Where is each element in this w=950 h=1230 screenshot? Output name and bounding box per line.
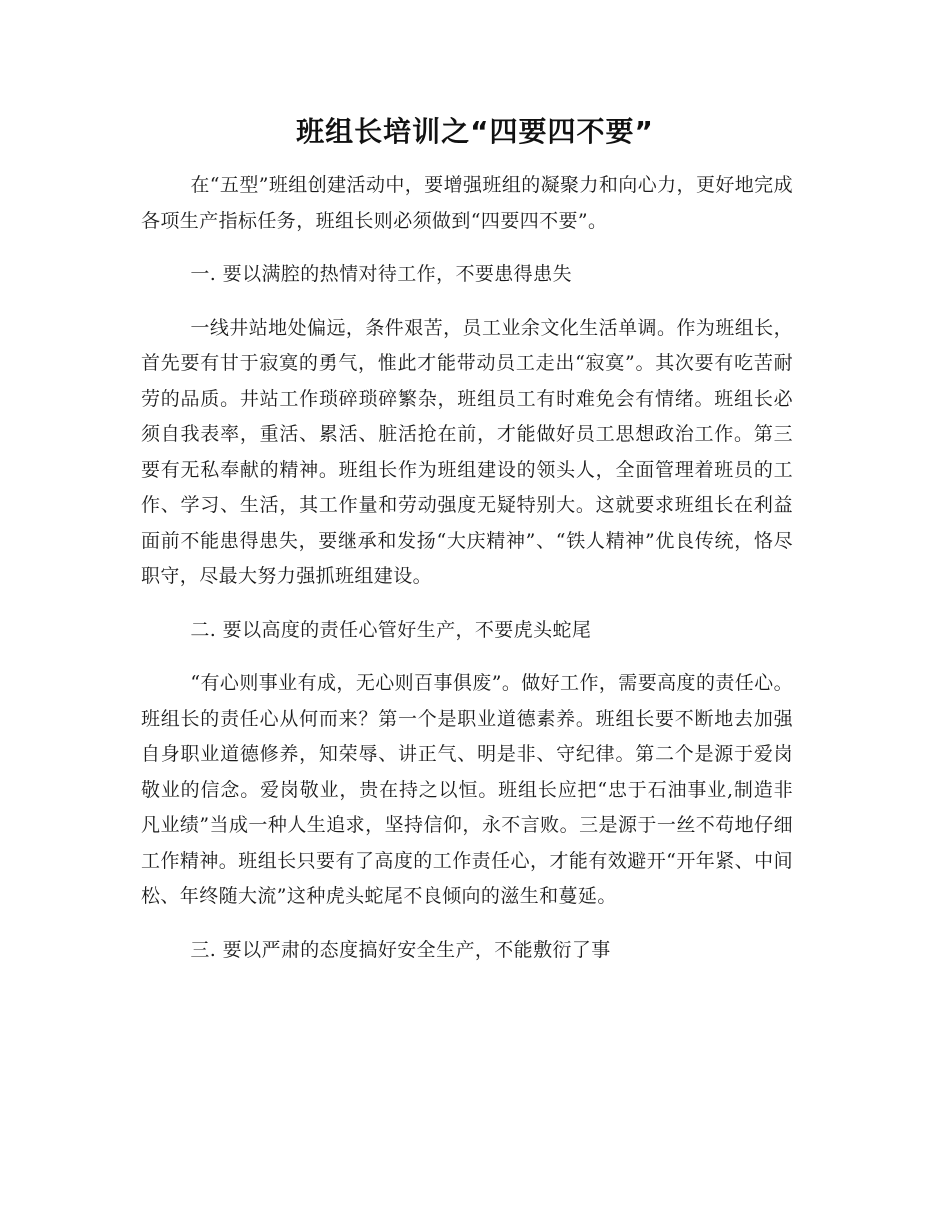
document-body	[141, 168, 793, 968]
section-1-heading: 一. 要以满腔的热情对待工作，不要患得患失	[190, 263, 572, 285]
document-title: 班组长培训之“四要四不要”	[296, 115, 654, 148]
section-3-heading: 三. 要以严肃的态度搞好安全生产，不能敷衍了事	[190, 938, 611, 961]
section-2-heading: 二. 要以高度的责任心管好生产，不要虎头蛇尾	[190, 618, 592, 641]
section-2-paragraph: “有心则事业有成，无心则百事俱废”。做好工作，需要高度的责任心。班组长的责任心从何而来？第一个是职业道德素养。班组长要不断地去加强自身职业道德修养，知荣辱、讲正气、明是非、守纪律。第二个是源于爱岗敬业的信念。爱岗敬业，贵在持之以恒。班组长应把“忠于石油事业,制造非凡业绩”当成一种人生追求，坚持信仰，永不言败。三是源于一丝不苟地仔细工作精神。班组长只要有了高度的工作责任心，才能有效避开“开年紧、中间松、年终随大流”这种虎头蛇尾不良倾向的滋生和蔓延。	[141, 672, 793, 907]
section-1-paragraph: 一线井站地处偏远，条件艰苦，员工业余文化生活单调。作为班组长，首先要有甘于寂寞的勇气，惟此才能带动员工走出“寂寞”。其次要有吃苦耐劳的品质。井站工作琐碎琐碎繁杂，班组员工有时难免会有情绪。班组长必须自我表率，重活、累活、脏活抢在前，才能做好员工思想政治工作。第三要有无私奉献的精神。班组长作为班组建设的领头人，全面管理着班员的工作、学习、生活，其工作量和劳动强度无疑特别大。这就要求班组长在利益面前不能患得患失，要继承和发扬“大庆精神”、“铁人精神”优良传统，恪尽职守，尽最大努力强抓班组建设。	[141, 316, 793, 587]
intro-paragraph: 在“五型”班组创建活动中，要增强班组的凝聚力和向心力，更好地完成各项生产指标任务，班组长则必须做到“四要四不要”。	[141, 174, 793, 232]
